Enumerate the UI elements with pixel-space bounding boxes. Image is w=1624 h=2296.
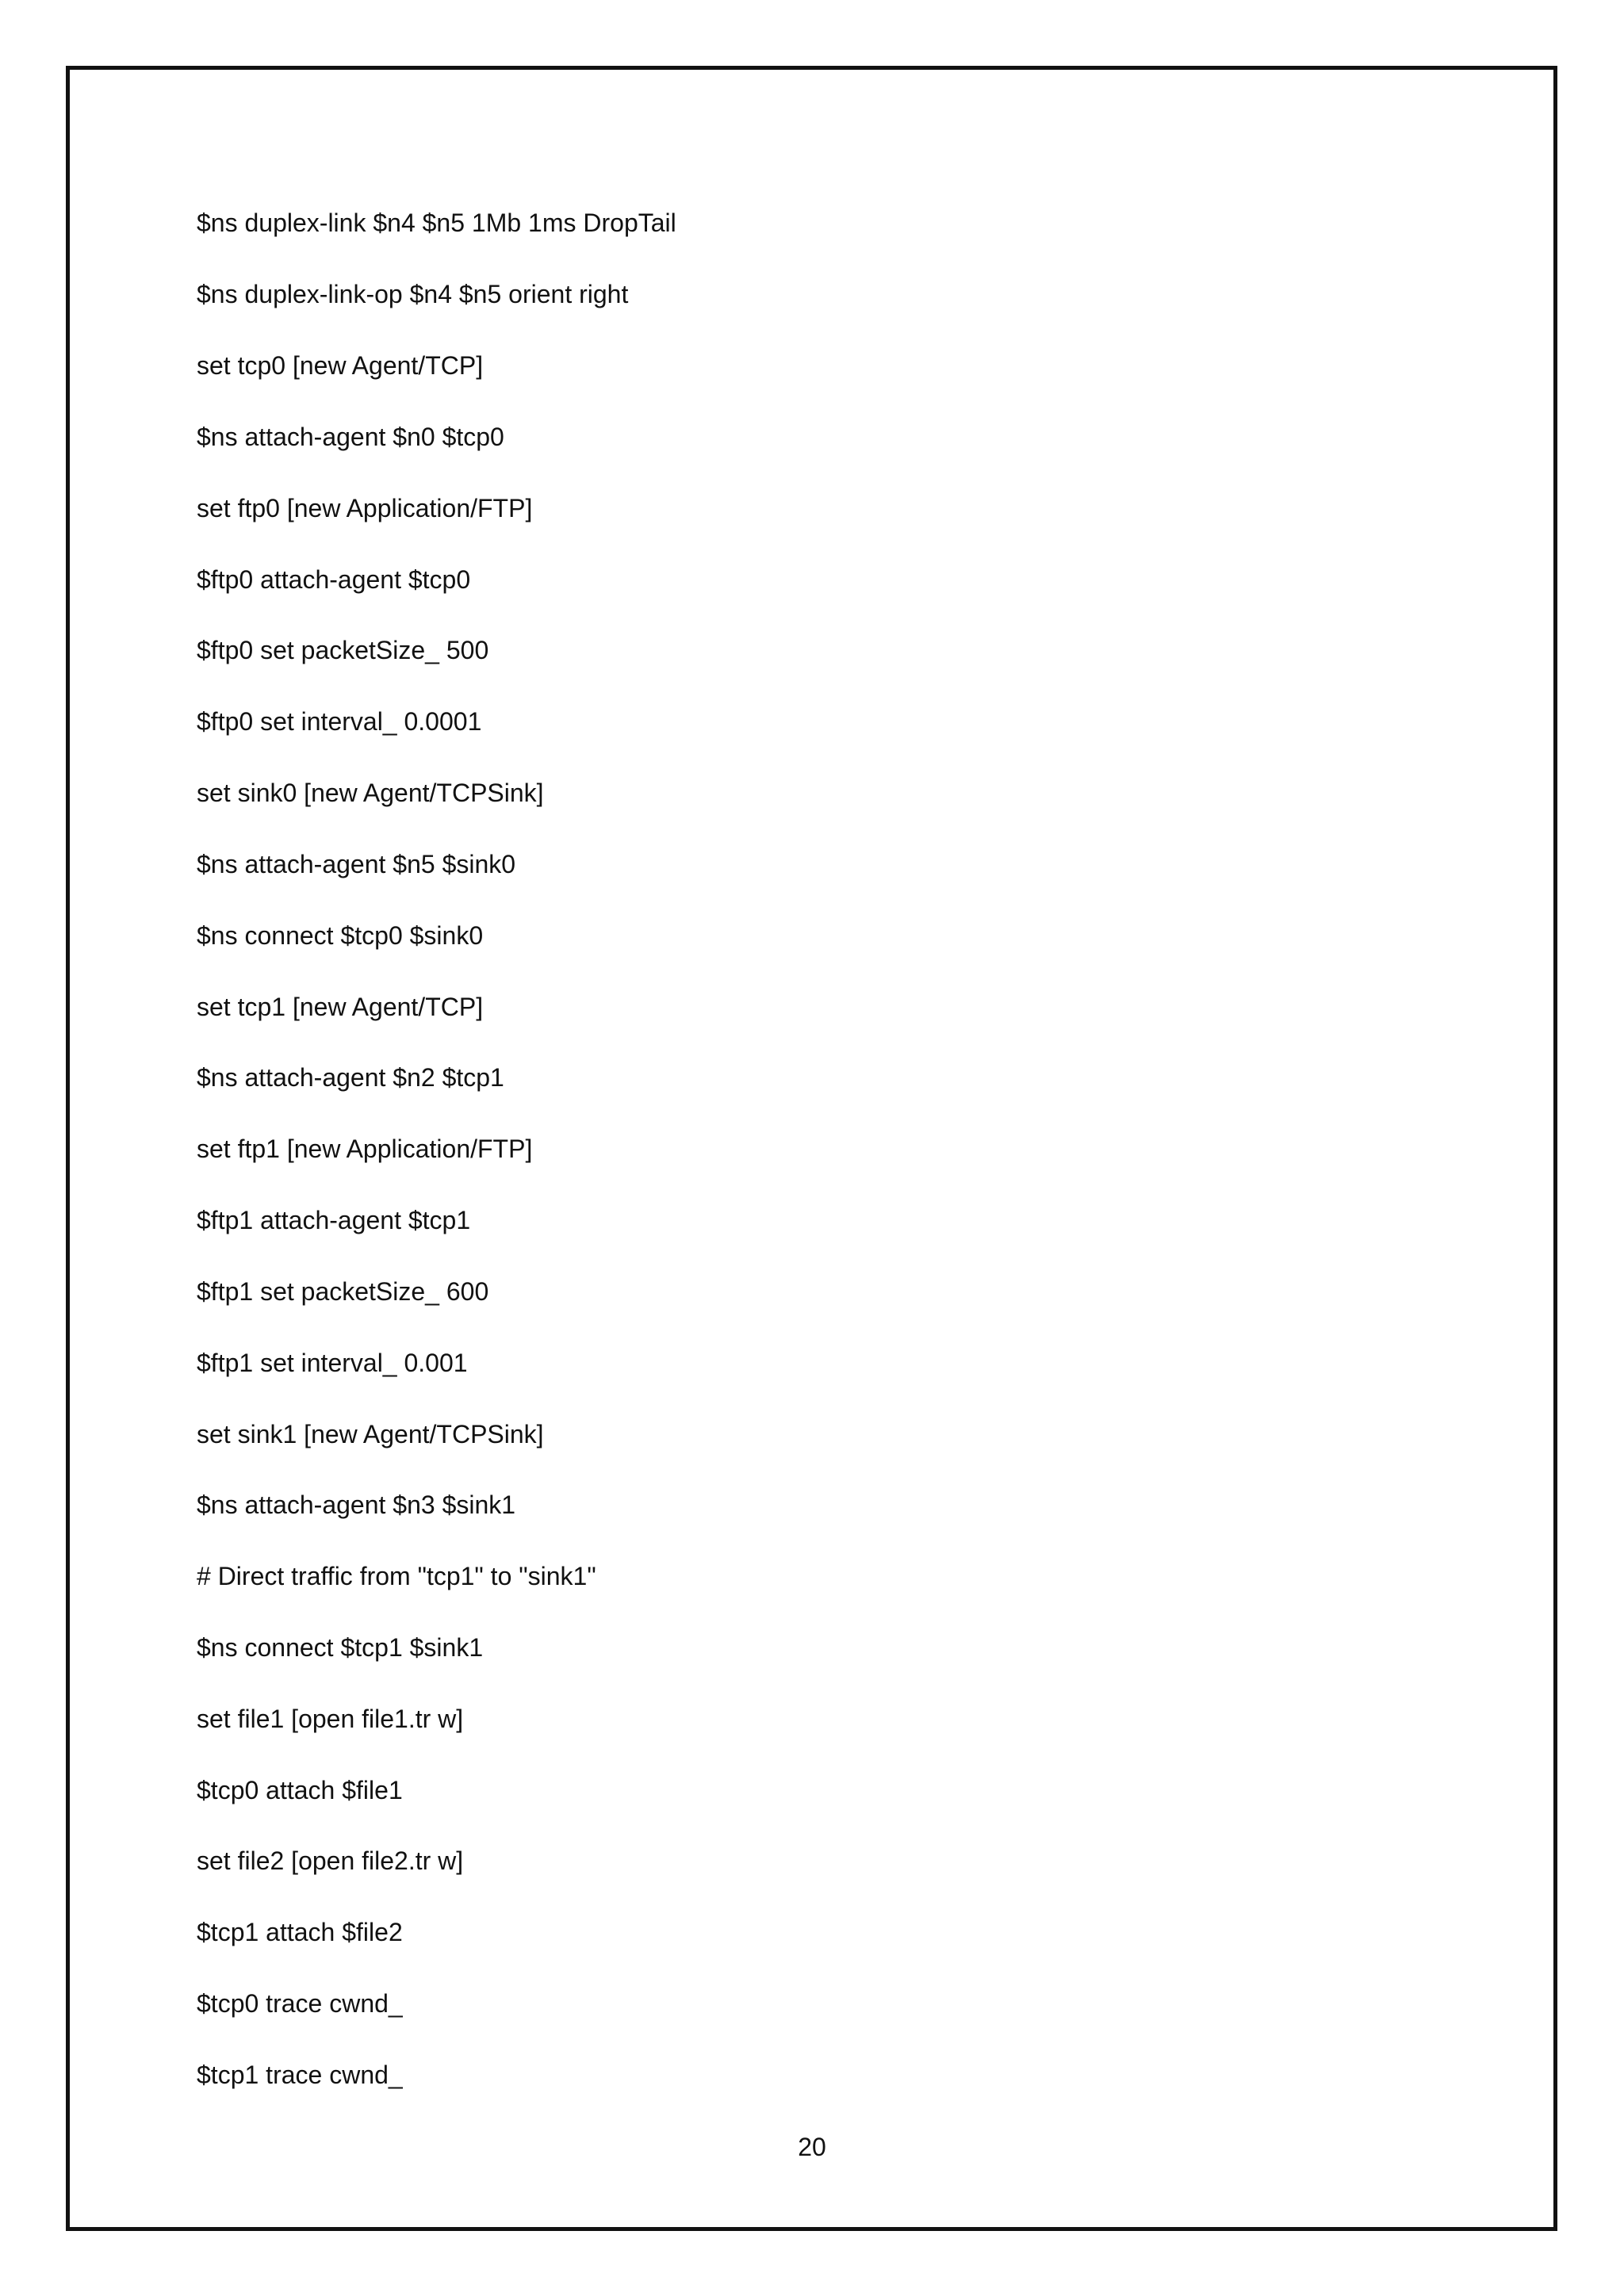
code-line: $ns attach-agent $n2 $tcp1 [197,1063,504,1092]
code-line: # Direct traffic from "tcp1" to "sink1" [197,1562,596,1590]
code-line: $ftp1 attach-agent $tcp1 [197,1206,471,1234]
code-line: $tcp1 trace cwnd_ [197,2061,403,2089]
code-line: $ftp1 set packetSize_ 600 [197,1277,489,1306]
code-line: $ftp1 set interval_ 0.001 [197,1349,468,1377]
code-line: set tcp1 [new Agent/TCP] [197,993,484,1021]
code-line: $ns duplex-link-op $n4 $n5 orient right [197,280,629,308]
code-line: set ftp0 [new Application/FTP] [197,494,533,522]
code-line: $ftp0 set interval_ 0.0001 [197,707,482,736]
code-line: $tcp1 attach $file2 [197,1918,403,1946]
code-line: set ftp1 [new Application/FTP] [197,1135,533,1163]
code-line: $ns connect $tcp0 $sink0 [197,921,484,950]
code-line: $ftp0 set packetSize_ 500 [197,636,489,664]
code-line: $ns connect $tcp1 $sink1 [197,1633,484,1662]
page-number: 20 [798,2133,826,2161]
code-line: $tcp0 trace cwnd_ [197,1989,403,2018]
code-line: $ftp0 attach-agent $tcp0 [197,565,471,594]
code-line: $ns attach-agent $n0 $tcp0 [197,423,504,451]
code-line: set sink1 [new Agent/TCPSink] [197,1420,544,1448]
code-line: set file1 [open file1.tr w] [197,1705,464,1733]
code-line: $ns duplex-link $n4 $n5 1Mb 1ms DropTail [197,209,676,237]
code-line: $ns attach-agent $n3 $sink1 [197,1490,516,1519]
code-line: $ns attach-agent $n5 $sink0 [197,850,516,878]
code-line: set file2 [open file2.tr w] [197,1846,464,1875]
code-line: $tcp0 attach $file1 [197,1776,403,1804]
code-line: set sink0 [new Agent/TCPSink] [197,779,544,807]
code-line: set tcp0 [new Agent/TCP] [197,351,484,380]
